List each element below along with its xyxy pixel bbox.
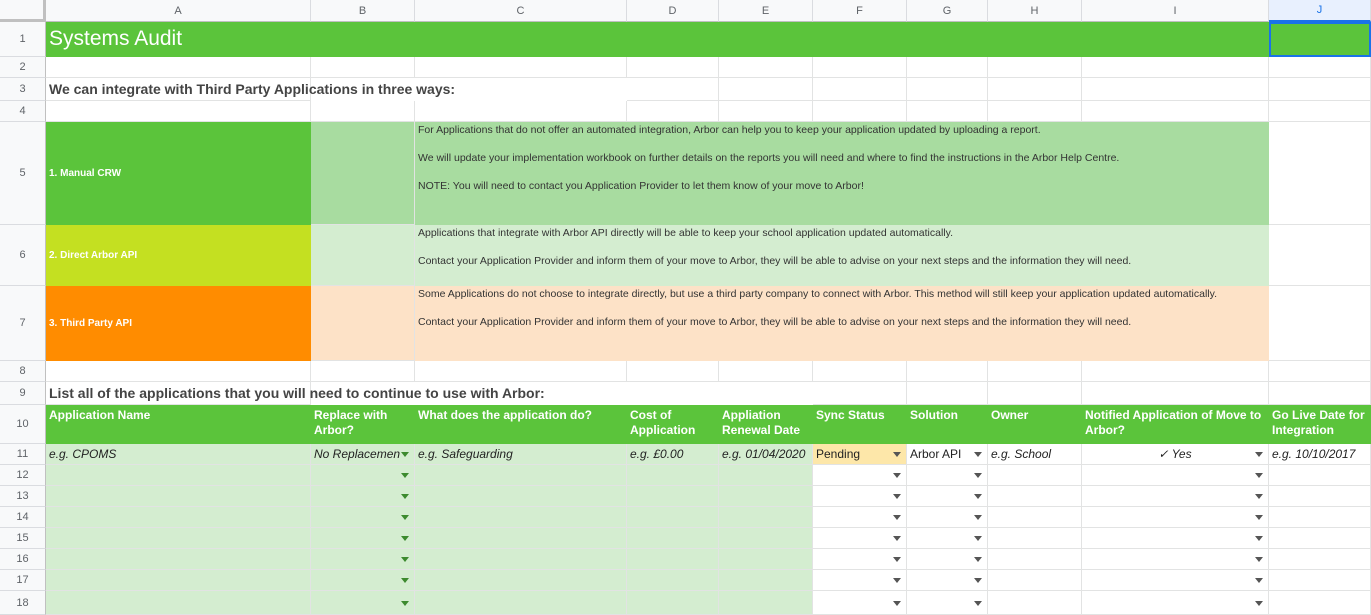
table-row-cell[interactable] <box>813 549 907 570</box>
chevron-down-icon[interactable] <box>974 515 982 520</box>
column-header-i[interactable]: I <box>1082 0 1269 22</box>
chevron-down-icon[interactable] <box>401 494 409 499</box>
chevron-down-icon[interactable] <box>401 473 409 478</box>
chevron-down-icon[interactable] <box>974 601 982 606</box>
table-row-cell[interactable] <box>415 507 627 528</box>
empty-cell[interactable] <box>1269 361 1371 382</box>
table-header[interactable]: Notified Application of Move to Arbor? <box>1082 405 1269 444</box>
table-row-cell[interactable] <box>719 528 813 549</box>
title-bar-cell[interactable] <box>907 22 988 57</box>
table-row-cell[interactable] <box>46 591 311 615</box>
table-row-cell[interactable] <box>813 465 907 486</box>
title-bar-cell[interactable] <box>813 22 907 57</box>
column-header-e[interactable]: E <box>719 0 813 22</box>
empty-cell[interactable] <box>1082 382 1269 405</box>
chevron-down-icon[interactable] <box>893 515 901 520</box>
chevron-down-icon[interactable] <box>893 473 901 478</box>
chevron-down-icon[interactable] <box>974 578 982 583</box>
chevron-down-icon[interactable] <box>893 601 901 606</box>
table-row-cell[interactable] <box>1269 528 1371 549</box>
table-row-cell[interactable] <box>627 465 719 486</box>
empty-cell[interactable] <box>813 78 907 101</box>
table-header[interactable]: Solution <box>907 405 988 444</box>
row-header-6[interactable]: 6 <box>0 225 46 286</box>
table-row-cell[interactable] <box>415 591 627 615</box>
empty-cell[interactable] <box>988 57 1082 78</box>
chevron-down-icon[interactable] <box>893 494 901 499</box>
table-row-cell[interactable] <box>907 591 988 615</box>
chevron-down-icon[interactable] <box>1255 515 1263 520</box>
chevron-down-icon[interactable] <box>401 536 409 541</box>
table-row-cell[interactable] <box>1269 507 1371 528</box>
empty-cell[interactable] <box>1269 101 1371 122</box>
empty-cell[interactable] <box>813 101 907 122</box>
empty-cell[interactable] <box>627 57 719 78</box>
empty-cell[interactable] <box>1269 286 1371 361</box>
table-row-cell[interactable] <box>46 570 311 591</box>
empty-cell[interactable] <box>988 382 1082 405</box>
table-row-cell[interactable] <box>813 528 907 549</box>
chevron-down-icon[interactable] <box>401 557 409 562</box>
chevron-down-icon[interactable] <box>1255 452 1263 457</box>
empty-cell[interactable] <box>415 57 627 78</box>
row-header-1[interactable]: 1 <box>0 22 46 57</box>
title-bar-cell[interactable] <box>1082 22 1269 57</box>
row-header-16[interactable]: 16 <box>0 549 46 570</box>
table-row-cell[interactable] <box>627 528 719 549</box>
table-header[interactable]: Appliation Renewal Date <box>719 405 813 444</box>
title-bar-cell[interactable] <box>415 22 627 57</box>
empty-cell[interactable] <box>311 361 415 382</box>
table-row-cell[interactable] <box>907 570 988 591</box>
chevron-down-icon[interactable] <box>1255 578 1263 583</box>
column-header-a[interactable]: A <box>46 0 311 22</box>
empty-cell[interactable] <box>907 382 988 405</box>
table-row-cell[interactable] <box>988 507 1082 528</box>
chevron-down-icon[interactable] <box>1255 557 1263 562</box>
title-bar-cell[interactable] <box>719 22 813 57</box>
empty-cell[interactable] <box>1269 382 1371 405</box>
row-header-14[interactable]: 14 <box>0 507 46 528</box>
table-row-cell[interactable] <box>46 465 311 486</box>
chevron-down-icon[interactable] <box>1255 536 1263 541</box>
table-row-cell[interactable] <box>988 486 1082 507</box>
empty-cell[interactable] <box>719 57 813 78</box>
table-header[interactable]: Go Live Date for Integration <box>1269 405 1371 444</box>
method-spacer[interactable] <box>311 286 415 361</box>
table-row-cell[interactable] <box>311 570 415 591</box>
table-row-cell[interactable] <box>813 570 907 591</box>
chevron-down-icon[interactable] <box>974 557 982 562</box>
table-row-cell[interactable] <box>907 507 988 528</box>
title-bar-cell[interactable] <box>627 22 719 57</box>
table-row-cell[interactable] <box>988 591 1082 615</box>
title-bar-cell[interactable] <box>988 22 1082 57</box>
chevron-down-icon[interactable] <box>1255 473 1263 478</box>
empty-cell[interactable] <box>813 361 907 382</box>
example-cell[interactable]: e.g. £0.00 <box>627 444 719 465</box>
row-header-15[interactable]: 15 <box>0 528 46 549</box>
table-row-cell[interactable] <box>311 591 415 615</box>
empty-cell[interactable] <box>46 101 311 122</box>
example-cell[interactable]: e.g. School <box>988 444 1082 465</box>
method-label[interactable]: 1. Manual CRW <box>46 122 311 225</box>
empty-cell[interactable] <box>627 78 719 101</box>
table-row-cell[interactable] <box>46 528 311 549</box>
chevron-down-icon[interactable] <box>974 452 982 457</box>
empty-cell[interactable] <box>813 382 907 405</box>
table-row-cell[interactable] <box>1082 486 1269 507</box>
table-row-cell[interactable] <box>627 486 719 507</box>
table-header[interactable]: Cost of Application <box>627 405 719 444</box>
table-row-cell[interactable] <box>1269 465 1371 486</box>
table-row-cell[interactable] <box>1269 591 1371 615</box>
table-row-cell[interactable] <box>988 528 1082 549</box>
row-header-18[interactable]: 18 <box>0 591 46 615</box>
empty-cell[interactable] <box>1082 101 1269 122</box>
row-header-5[interactable]: 5 <box>0 122 46 225</box>
row-header-4[interactable]: 4 <box>0 101 46 122</box>
table-row-cell[interactable] <box>907 465 988 486</box>
table-row-cell[interactable] <box>813 591 907 615</box>
table-row-cell[interactable] <box>627 549 719 570</box>
table-row-cell[interactable] <box>1082 507 1269 528</box>
table-row-cell[interactable] <box>719 507 813 528</box>
table-row-cell[interactable] <box>719 465 813 486</box>
table-row-cell[interactable] <box>311 486 415 507</box>
table-row-cell[interactable] <box>1082 528 1269 549</box>
table-row-cell[interactable] <box>988 549 1082 570</box>
table-row-cell[interactable] <box>415 549 627 570</box>
empty-cell[interactable] <box>719 101 813 122</box>
table-row-cell[interactable] <box>907 549 988 570</box>
table-row-cell[interactable] <box>1082 591 1269 615</box>
method-description-text: Applications that integrate with Arbor API directly will be able to keep your school application updated automatically. Contact your Application Provider and inform them of your move to Arbor, they will be able to advise on your next steps and the information they will need. <box>418 227 1132 267</box>
table-row-cell[interactable] <box>813 486 907 507</box>
example-cell[interactable]: ✓ Yes <box>1082 444 1269 465</box>
row-header-10[interactable]: 10 <box>0 405 46 444</box>
example-cell[interactable]: e.g. 01/04/2020 <box>719 444 813 465</box>
empty-cell[interactable] <box>311 101 415 122</box>
method-description[interactable] <box>415 122 1269 225</box>
table-row-cell[interactable] <box>1269 486 1371 507</box>
chevron-down-icon[interactable] <box>974 494 982 499</box>
select-all-corner[interactable] <box>0 0 46 22</box>
table-row-cell[interactable] <box>719 570 813 591</box>
example-cell[interactable]: e.g. Safeguarding <box>415 444 627 465</box>
table-row-cell[interactable] <box>627 570 719 591</box>
empty-cell[interactable] <box>907 57 988 78</box>
row-header-11[interactable]: 11 <box>0 444 46 465</box>
empty-cell[interactable] <box>1082 57 1269 78</box>
chevron-down-icon[interactable] <box>893 536 901 541</box>
table-row-cell[interactable] <box>311 528 415 549</box>
empty-cell[interactable] <box>907 361 988 382</box>
intro-heading[interactable]: We can integrate with Third Party Applications in three ways: <box>46 78 311 101</box>
empty-cell[interactable] <box>1082 361 1269 382</box>
table-row-cell[interactable] <box>719 486 813 507</box>
column-header-b[interactable]: B <box>311 0 415 22</box>
table-row-cell[interactable] <box>1082 549 1269 570</box>
list-heading[interactable]: List all of the applications that you will need to continue to use with Arbor: <box>46 382 311 405</box>
row-header-8[interactable]: 8 <box>0 361 46 382</box>
table-row-cell[interactable] <box>907 528 988 549</box>
chevron-down-icon[interactable] <box>974 473 982 478</box>
empty-cell[interactable] <box>813 57 907 78</box>
table-row-cell[interactable] <box>311 465 415 486</box>
empty-cell[interactable] <box>1269 122 1371 225</box>
chevron-down-icon[interactable] <box>1255 601 1263 606</box>
empty-cell[interactable] <box>988 101 1082 122</box>
method-label[interactable]: 2. Direct Arbor API <box>46 225 311 286</box>
table-row-cell[interactable] <box>907 486 988 507</box>
column-header-j[interactable]: J <box>1269 0 1371 22</box>
table-header[interactable]: Owner <box>988 405 1082 444</box>
chevron-down-icon[interactable] <box>893 578 901 583</box>
table-row-cell[interactable] <box>415 570 627 591</box>
chevron-down-icon[interactable] <box>401 515 409 520</box>
empty-cell[interactable] <box>907 78 988 101</box>
table-header[interactable]: Sync Status <box>813 405 907 444</box>
chevron-down-icon[interactable] <box>893 557 901 562</box>
table-row-cell[interactable] <box>415 465 627 486</box>
chevron-down-icon[interactable] <box>1255 494 1263 499</box>
method-label[interactable]: 3. Third Party API <box>46 286 311 361</box>
example-cell[interactable]: Pending <box>813 444 907 465</box>
row-header-7[interactable]: 7 <box>0 286 46 361</box>
column-header-d[interactable]: D <box>627 0 719 22</box>
row-header-13[interactable]: 13 <box>0 486 46 507</box>
table-row-cell[interactable] <box>311 549 415 570</box>
table-row-cell[interactable] <box>1269 570 1371 591</box>
empty-cell[interactable] <box>719 78 813 101</box>
page-title[interactable]: Systems Audit <box>46 22 311 57</box>
method-description-text: Some Applications do not choose to integrate directly, but use a third party company to connect with Arbor. This method will still keep your application updated automatically. Contact your Application Provider and inform them of your move to Arbor, they will be able to advise on your next steps and the information they will need. <box>418 288 1218 328</box>
title-bar-cell[interactable] <box>311 22 415 57</box>
table-row-cell[interactable] <box>988 465 1082 486</box>
empty-cell[interactable] <box>46 361 311 382</box>
method-spacer[interactable] <box>311 225 415 286</box>
row-header-12[interactable]: 12 <box>0 465 46 486</box>
method-description[interactable] <box>415 225 1269 286</box>
chevron-down-icon[interactable] <box>401 452 409 457</box>
empty-cell[interactable] <box>1269 78 1371 101</box>
column-header-c[interactable]: C <box>415 0 627 22</box>
empty-cell[interactable] <box>415 101 627 122</box>
table-row-cell[interactable] <box>719 549 813 570</box>
empty-cell[interactable] <box>1082 78 1269 101</box>
example-cell[interactable]: No Replacemen <box>311 444 415 465</box>
table-row-cell[interactable] <box>988 570 1082 591</box>
empty-cell[interactable] <box>907 101 988 122</box>
empty-cell[interactable] <box>719 361 813 382</box>
table-row-cell[interactable] <box>719 591 813 615</box>
row-header-17[interactable]: 17 <box>0 570 46 591</box>
table-row-cell[interactable] <box>46 549 311 570</box>
method-description[interactable] <box>415 286 1269 361</box>
table-row-cell[interactable] <box>1269 549 1371 570</box>
table-header[interactable]: Replace with Arbor? <box>311 405 415 444</box>
table-row-cell[interactable] <box>1082 570 1269 591</box>
empty-cell[interactable] <box>988 361 1082 382</box>
table-row-cell[interactable] <box>627 591 719 615</box>
chevron-down-icon[interactable] <box>893 452 901 457</box>
table-row-cell[interactable] <box>627 507 719 528</box>
column-header-h[interactable]: H <box>988 0 1082 22</box>
empty-cell[interactable] <box>311 57 415 78</box>
chevron-down-icon[interactable] <box>974 536 982 541</box>
table-row-cell[interactable] <box>46 486 311 507</box>
row-header-9[interactable]: 9 <box>0 382 46 405</box>
method-spacer[interactable] <box>311 122 415 225</box>
empty-cell[interactable] <box>46 57 311 78</box>
row-header-2[interactable]: 2 <box>0 57 46 78</box>
table-row-cell[interactable] <box>415 486 627 507</box>
empty-cell[interactable] <box>1269 57 1371 78</box>
example-cell[interactable]: e.g. 10/10/2017 <box>1269 444 1371 465</box>
empty-cell[interactable] <box>1269 225 1371 286</box>
column-header-f[interactable]: F <box>813 0 907 22</box>
table-header[interactable]: Application Name <box>46 405 311 444</box>
chevron-down-icon[interactable] <box>401 578 409 583</box>
row-header-3[interactable]: 3 <box>0 78 46 101</box>
empty-cell[interactable] <box>415 361 627 382</box>
active-cell-selection <box>1269 22 1371 57</box>
column-header-g[interactable]: G <box>907 0 988 22</box>
empty-cell[interactable] <box>627 361 719 382</box>
table-row-cell[interactable] <box>311 507 415 528</box>
table-header[interactable]: What does the application do? <box>415 405 627 444</box>
empty-cell[interactable] <box>627 101 719 122</box>
example-cell[interactable]: e.g. CPOMS <box>46 444 311 465</box>
table-row-cell[interactable] <box>415 528 627 549</box>
table-row-cell[interactable] <box>46 507 311 528</box>
example-cell[interactable]: Arbor API <box>907 444 988 465</box>
table-row-cell[interactable] <box>1082 465 1269 486</box>
chevron-down-icon[interactable] <box>401 601 409 606</box>
method-description-text: For Applications that do not offer an automated integration, Arbor can help you to keep your application updated by uploading a report. We will update your implementation workbook on further details on the reports you will need and where to find the instructions in the Arbor Help Centre. NOTE: You will need to contact you Application Provider to let them know of your move to Arbor! <box>418 124 1120 192</box>
table-row-cell[interactable] <box>813 507 907 528</box>
empty-cell[interactable] <box>988 78 1082 101</box>
